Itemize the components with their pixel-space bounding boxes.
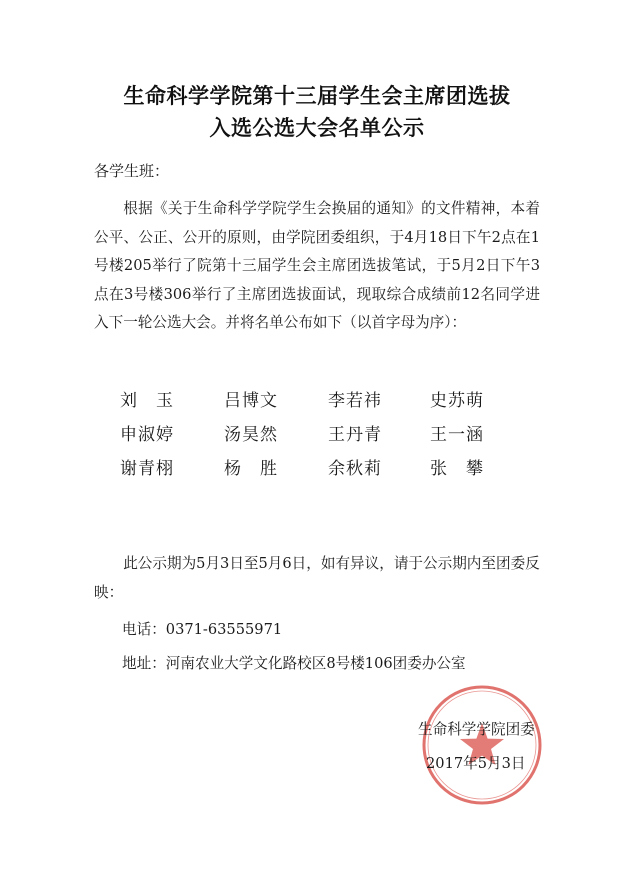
name-row: [120, 420, 540, 450]
name-row: [120, 386, 540, 416]
salutation: 各学生班：: [94, 162, 170, 180]
address-line: 地址：河南农业大学文化路校区8号楼106团委办公室: [122, 655, 466, 672]
official-seal-icon: [420, 683, 544, 807]
issuer-name: 生命科学学院团委: [418, 721, 535, 738]
candidate-name: 余秋莉: [328, 459, 382, 479]
notice-paragraph: 此公示期为5月3日至5月6日，如有异议，请于公示期内至团委反映：: [94, 555, 540, 601]
phone-line: 电话：0371-63555971: [122, 621, 283, 638]
title-line-2: 入选公选大会名单公示: [209, 116, 425, 140]
body-paragraph: 根据《关于生命科学学院学生会换届的通知》的文件精神，本着公平、公正、公开的原则，由学院团委组织，于4月18日下午2点在1号楼205举行了院第十三届学生会主席团选拔笔试，于5月2日下午3点在3号楼306举行了主席团选拔面试，现取综合成绩前12名同学进入下一轮公选大会。并将名单公布如下（以首字母为序）：: [94, 200, 540, 332]
candidate-name: 张 攀: [430, 459, 484, 479]
name-row: [120, 454, 540, 484]
candidate-name: 王一涵: [430, 425, 484, 445]
candidate-name: 汤昊然: [224, 425, 278, 445]
candidate-name: 吕博文: [224, 391, 278, 411]
candidate-name: 谢青栩: [120, 459, 174, 479]
candidate-name: 李若祎: [328, 391, 382, 411]
candidate-name: 申淑婷: [120, 425, 174, 445]
candidate-name: 刘 玉: [120, 391, 174, 411]
issue-date: 2017年5月3日: [426, 755, 526, 772]
candidate-name: 王丹青: [328, 425, 382, 445]
title-line-1: 生命科学学院第十三届学生会主席团选拔: [123, 84, 511, 108]
candidate-name: 杨 胜: [224, 459, 278, 479]
candidate-name: 史苏萌: [430, 391, 484, 411]
